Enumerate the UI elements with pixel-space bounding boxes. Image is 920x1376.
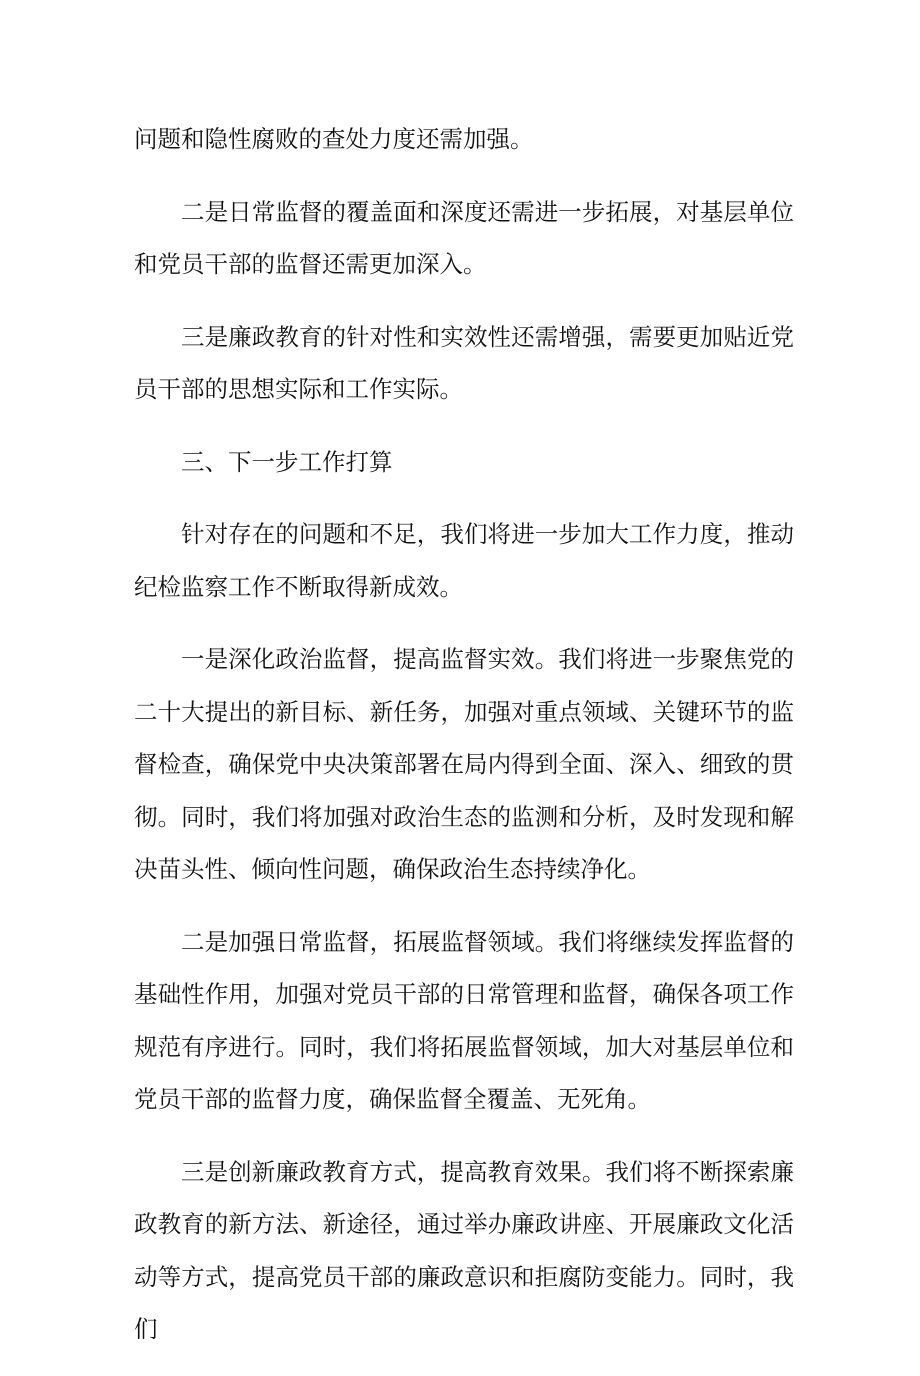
section-heading-next-steps: 三、下一步工作打算 bbox=[181, 447, 393, 476]
paragraph-plan-1: 一是深化政治监督，提高监督实效。我们将进一步聚焦党的二十大提出的新目标、新任务，加强对重点领域、关键环节的监督检查，确保党中央决策部署在局内得到全面、深入、细致的贯彻。同时，我们将加强对政治生态的监测和分析，及时发现和解决苗头性、倾向性问题，确保政治生态持续净化。 bbox=[134, 645, 794, 883]
paragraph-continuation: 问题和隐性腐败的查处力度还需加强。 bbox=[134, 125, 534, 153]
paragraph-problem-3: 三是廉政教育的针对性和实效性还需增强，需要更加贴近党员干部的思想实际和工作实际。 bbox=[134, 322, 794, 403]
paragraph-problem-2: 二是日常监督的覆盖面和深度还需进一步拓展，对基层单位和党员干部的监督还需更加深入。 bbox=[134, 197, 794, 278]
document-body bbox=[134, 113, 794, 1376]
paragraph-plan-3: 三是创新廉政教育方式，提高教育效果。我们将不断探索廉政教育的新方法、新途径，通过举办廉政讲座、开展廉政文化活动等方式，提高党员干部的廉政意识和拒腐防变能力。同时，我们 bbox=[134, 1157, 794, 1343]
paragraph-intro: 针对存在的问题和不足，我们将进一步加大工作力度，推动纪检监察工作不断取得新成效。 bbox=[134, 520, 794, 601]
paragraph-plan-2: 二是加强日常监督，拓展监督领域。我们将继续发挥监督的基础性作用，加强对党员干部的日常管理和监督，确保各项工作规范有序进行。同时，我们将拓展监督领域，加大对基层单位和党员干部的监督力度，确保监督全覆盖、无死角。 bbox=[134, 927, 794, 1113]
